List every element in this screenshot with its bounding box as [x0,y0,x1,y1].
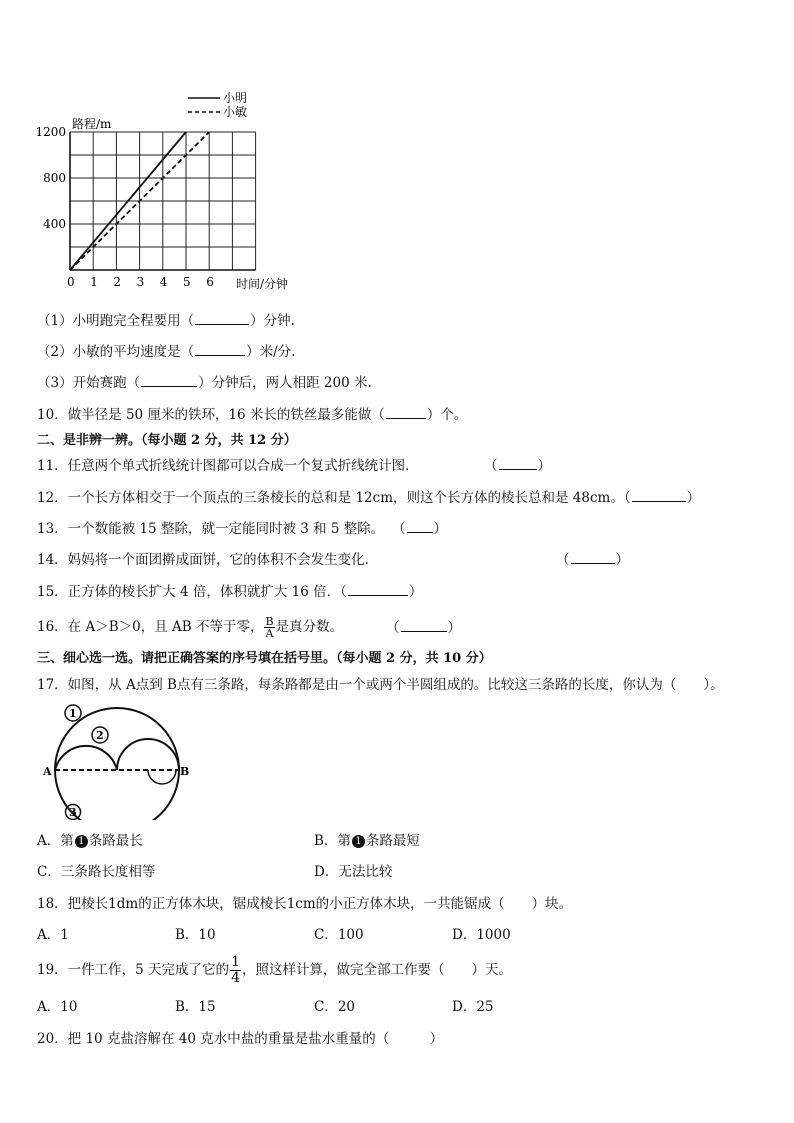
x-axis-label: 时间/分钟 [236,277,289,291]
question-11: 11．任意两个单式折线统计图都可以合成一个复式折线统计图． [37,458,419,474]
option-18-a[interactable]: A．1 [37,927,69,943]
legend-label: 小明 [223,91,248,105]
answer-paren-14[interactable]: （ ） [556,552,629,568]
x-tick-label: 1 [90,275,98,289]
option-17-c[interactable]: C．三条路长度相等 [37,864,156,880]
chart-tick-labels [35,125,213,289]
x-tick-label: 4 [159,275,168,289]
label-a: A [43,765,52,778]
answer-paren-13[interactable]: （ ） [392,521,447,537]
option-17-a[interactable]: A．第 1 条路最长 [37,833,143,849]
path-2-arc-right [117,739,179,770]
option-19-b[interactable]: B．15 [175,999,216,1015]
chart-legend [188,91,247,119]
question-18: 18．把棱长1dm的正方体木块，锯成棱长1cm的小正方体木块，一共能锯成（ ）块。 [37,896,573,912]
x-tick-label: 5 [183,275,191,289]
x-tick-label: 3 [136,275,145,289]
option-17-b[interactable]: B．第 1 条路最短 [314,833,420,849]
answer-blank[interactable] [141,374,197,387]
small-lobe-near-b [148,770,176,784]
section-3-heading: 三、细心选一选。请把正确答案的序号填在括号里。（每小题 2 分，共 10 分） [37,651,492,666]
answer-paren-16[interactable]: （ ） [386,620,461,636]
question-13: 13．一个数能被 15 整除，就一定能同时被 3 和 5 整除。 [37,521,385,537]
y-tick-label: 400 [43,217,66,231]
line-chart [30,88,340,298]
x-tick-label: 0 [67,275,75,289]
question-19: 19．一件工作，5 天完成了它的 $\frac{1}{4}$ ，照这样计算，做完全部工作要（ ）天。 [37,954,512,986]
option-17-d[interactable]: D．无法比较 [314,864,393,880]
label-b: B [180,765,190,778]
y-tick-label: 1200 [35,125,66,139]
fraction-one-quarter: $\frac{1}{4}$ [231,954,240,986]
question-14: 14．妈妈将一个面团擀成面饼，它的体积不会发生变化. [37,552,369,568]
y-axis-label: 路程/m [72,117,112,131]
path-2-arc-left [55,746,117,770]
x-tick-label: 6 [206,275,214,289]
option-19-d[interactable]: D．25 [452,999,494,1015]
option-18-b[interactable]: B．10 [175,927,216,943]
legend-label: 小敏 [223,105,248,119]
question-9-2: （2）小敏的平均速度是（ ）米/分. [37,344,296,360]
fraction-b-over-a: $\frac{B}{A}$ [265,615,274,640]
option-18-c[interactable]: C．100 [314,927,364,943]
question-10: 10．做半径是 50 厘米的铁环，16 米长的铁丝最多能做（ ）个。 [37,407,468,423]
answer-blank[interactable] [348,583,408,596]
question-20: 20．把 10 克盐溶解在 40 克水中盐的重量是盐水重量的（ ） [37,1031,444,1047]
question-17: 17．如图，从 A点到 B点有三条路，每条路都是由一个或两个半圆组成的。比较这三条路的长度，你认为（ ）。 [37,677,724,693]
chart-grid [70,132,256,270]
label-path-2: 2 [96,729,104,742]
option-19-a[interactable]: A．10 [37,999,78,1015]
question-15: 15．正方体的棱长扩大 4 倍，体积就扩大 16 倍．（ ） [37,584,423,600]
semicircle-paths-figure [40,702,190,820]
answer-blank[interactable] [195,312,249,325]
question-9-3: （3）开始赛跑（ ）分钟后，两人相距 200 米. [37,375,372,391]
answer-paren-11[interactable]: （ ） [484,458,551,474]
question-12: 12．一个长方体相交于一个顶点的三条棱长的总和是 12cm，则这个长方体的棱长总和是 48cm。（ ） [37,490,701,506]
answer-blank[interactable] [195,343,245,356]
answer-blank[interactable] [632,489,686,502]
label-path-1: 1 [69,707,77,720]
x-tick-label: 2 [113,275,122,289]
y-tick-label: 800 [43,171,66,185]
question-9-1: （1）小明跑完全程要用（ ）分钟. [37,313,295,329]
option-19-c[interactable]: C．20 [314,999,356,1015]
option-18-d[interactable]: D．1000 [452,927,511,943]
question-16: 16．在 A＞B＞0，且 AB 不等于零， $\frac{B}{A}$ 是真分数。 [37,615,344,640]
label-path-3: 3 [69,806,77,819]
section-2-heading: 二、是非辨一辨。（每小题 2 分，共 12 分） [37,433,297,448]
answer-blank[interactable] [386,406,426,419]
